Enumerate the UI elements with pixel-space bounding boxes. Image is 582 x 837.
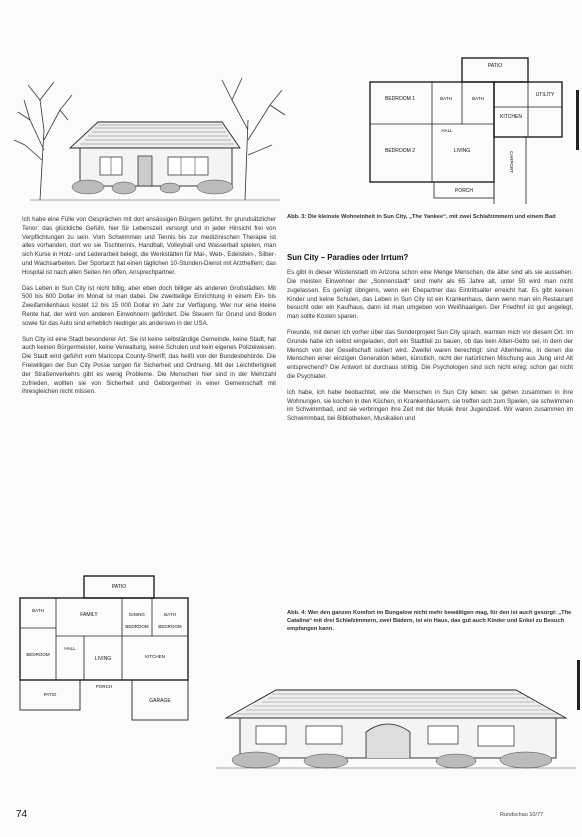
right-column	[287, 252, 573, 431]
left-paragraph-3: Sun City ist eine Stadt besonderer Art. Sie ist keine selbständige Gemeinde, keine Stadt, hat auch keinen Bürgermeister, keine Verwaltung, keine Schulen und kein eigenes Polizeiwesen. Die Stadt wird geführt vom Maricopa County-Sheriff, das heißt von der Bundesbehörde. Die Freiwilligen der Sun City Posse sorgen für Sicherheit und Ordnung. Mit der Leichtfertigkeit der Straßenverkehrs gibt es wenig Probleme. Die Menschen hier sind in der Mehrzahl zufrieden, wollten sie von Sicherheit und Geborgenheit in einer Gemeinschaft mit ihresgleichen nicht missen.	[22, 335, 276, 396]
section-heading: Sun City – Paradies oder Irrtum?	[287, 253, 409, 262]
caption-bottom: Abb. 4: Wer den ganzen Komfort im Bungalow nicht mehr bewältigen mag, für den ist auch gesorgt: „The Catalina“ mit drei Schlafzimmern, zwei Bädern, ist ein Haus, das gut auch Kinder und Enkel zu Besuch empfangen kann.	[287, 610, 572, 632]
plan-top-room-8: LIVING	[453, 148, 471, 154]
left-paragraph-2: Das Leben in Sun City ist nicht billig, aber eben doch billiger als anderen Großstädten. Mit 500 bis 600 Dollar im Monat ist man dabei. Die zweitteilige Einrichtung in einem Ein- bis Zweifamilienhaus kostet 12 bis 15 000 Dollar im Jahr zur Verfügung. Wer nur eine kleine Rente hat, der wird von anderen Einwohnern gefördert. Die Steuern für Grund und Boden sowie für das Auto sind erheblich niedriger als anderswo in der USA.	[22, 284, 276, 327]
right-paragraph-1: Es gibt in dieser Wüstenstadt im Arizona schon eine Menge Menschen, die älter sind als sie aussehen. Die meisten Einwohner der „Sonnenstadt“ sind mehr als 65 Jahre alt, unter 50 wird man nicht zugelassen. Es genügt übrigens, wenn ein Ehepartner das Eintrittsalter erreicht hat. Es gibt keinen Kinder und keine Schulen, das Leben in Sun City ist ein Krankenhaus, dann wenn man ein Restaurant besucht oder ein Kaufhaus, dann ist man umgeben von Weißhaarigen. Der Friedhof ist gut angelegt, man sollte Kosten sparen.	[287, 269, 573, 321]
house-illustration-top	[10, 60, 290, 210]
plan-top-room-1: BEDROOM 1	[384, 96, 416, 102]
plan-bottom-room-1: BATH	[32, 608, 44, 613]
plan-top-room-3: BATH	[472, 96, 484, 101]
scan-edge-mark-2	[577, 660, 580, 710]
plan-top-room-5: UTILITY	[535, 92, 555, 98]
plan-bottom-room-2: BEDROOM	[26, 652, 50, 657]
plan-bottom-room-4: LIVING	[94, 656, 112, 662]
left-column	[22, 216, 276, 404]
plan-bottom-room-5: DINING	[129, 612, 145, 617]
plan-bottom-room-10: BEDROOM	[125, 624, 149, 629]
floor-plan-top	[362, 52, 572, 204]
plan-top-room-6: HALL	[441, 128, 453, 133]
plan-bottom-room-11: PATIO	[43, 692, 57, 697]
plan-top-room-9: CARPORT	[509, 151, 514, 173]
floor-plan-bottom	[12, 568, 218, 726]
plan-bottom-room-13: GARAGE	[149, 698, 171, 704]
footer-publication: Rundschau 10/77	[500, 812, 544, 818]
plan-top-room-0: PATIO	[487, 63, 503, 69]
scan-edge-mark	[576, 90, 579, 150]
left-paragraph-1: Ich habe eine Fülle von Gesprächen mit dort ansässigen Bürgern geführt. Ihr grundsätzlicher Tenor: das glückliche Gefühl, hier für Lebenszeit versorgt und in jeder Hinsicht frei von Verpflichtungen zu sein. Vom Schwimmen und Tennis bis zur medizinischen Therapie ist alles vorhanden, dort wo sie Tischtennis, Handball, Volleyball und Wasserball spielen, man sich Kurse in Holz- und Lederarbeit belegt, die Werkstätten für Mal-, Web-, Edelstein-, Silber- und Wachsarbeiten. Der Sportarzt hat einen täglichen 10-Stunden-Dienst mit Arzthelfern; das Hospital ist nach allen Seiten hin offen, Ansprechpartner.	[22, 216, 276, 276]
plan-top-room-2: BATH	[440, 96, 452, 101]
plan-top-room-7: BEDROOM 2	[384, 148, 416, 154]
plan-bottom-room-7: HALL	[64, 646, 76, 651]
plan-bottom-room-8: KITCHEN	[145, 654, 165, 659]
plan-bottom-room-0: PATIO	[111, 584, 127, 590]
plan-bottom-room-12: PORCH	[95, 684, 113, 689]
plan-top-room-10: PORCH	[454, 188, 474, 194]
house-illustration-bottom	[216, 660, 576, 782]
right-paragraph-3: Ich habe, ich habe beobachtet, wie die Menschen in Sun City leben: sie gehen zusammen in ihre Wohnungen, sie kochen in den Küchen, in Krankenhäusern, sie treffen sich zum Spielen, sie schwimmen im Schwimmbad, und sie verbringen ihre Zeit mit der Musik ihrer Jugendzeit. Wir waren zusammen im Schwimmbad, bei Bibliotheken, Musikalien und	[287, 388, 573, 423]
right-paragraph-2: Freunde, mit denen ich vorher über das Sonderprojekt Sun City sprach, warnten mich vor diesem Ort. Im Grunde habe ich selbst eingeladen, dort ein Stadtteil zu bauen, ob das kein Alten-Getto sei, in dem der Mensch von der Gesellschaft isoliert wird. Zweifel waren berechtigt: sind Altenheime, in denen die Menschen einer einzigen Generation leben, künstlich, nicht der natürlichen Mischung aus Jung und Alt entsprechend? Die Antwort ist durchaus strittig. Die Psychologen sind sich nicht einig; schon gar nicht die Psychiater.	[287, 328, 573, 380]
plan-bottom-room-9: BEDROOM	[158, 624, 182, 629]
plan-top-room-4: KITCHEN	[500, 114, 522, 120]
plan-bottom-room-3: FAMILY	[80, 612, 98, 618]
caption-top: Abb. 3: Die kleinste Wohneinheit in Sun City, „The Yankee“, mit zwei Schlafzimmern und einem Bad	[287, 214, 556, 220]
page-number: 74	[16, 809, 28, 820]
plan-bottom-room-6: BATH	[164, 612, 176, 617]
